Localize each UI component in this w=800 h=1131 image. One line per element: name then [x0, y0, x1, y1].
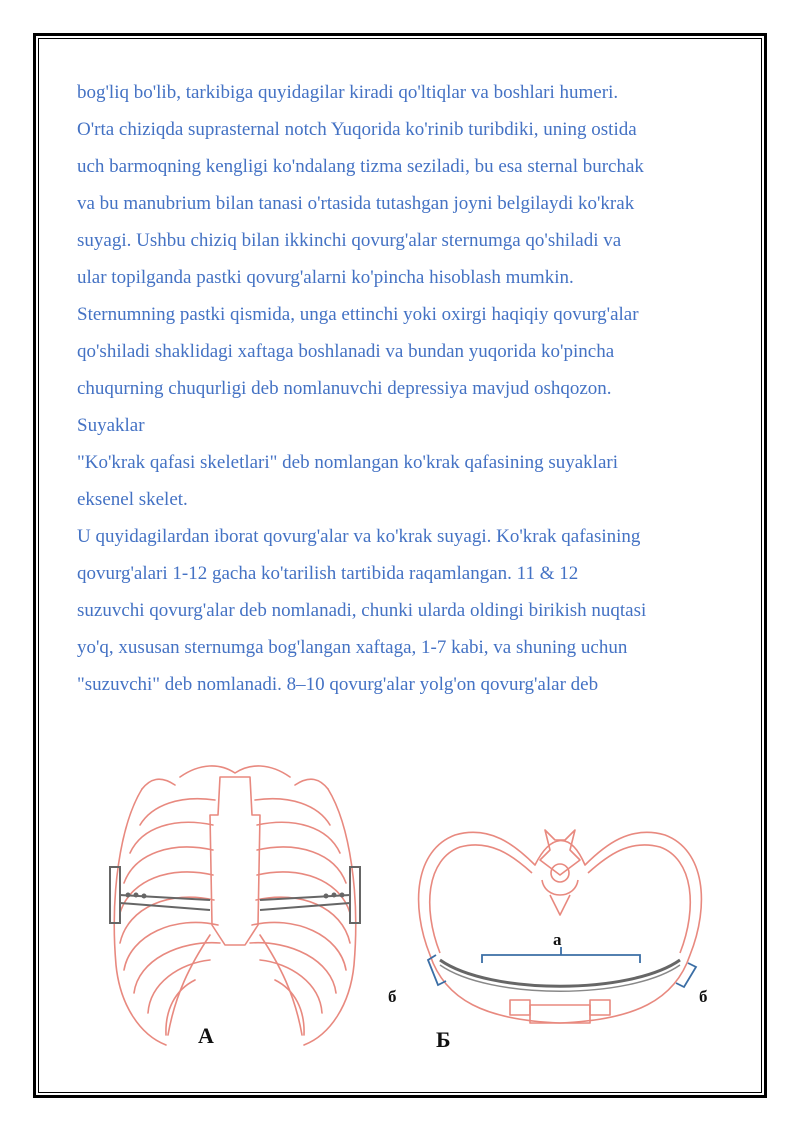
text-line: bog'liq bo'lib, tarkibiga quyidagilar kiradi qo'ltiqlar va boshlari humeri. — [77, 82, 619, 103]
text-line: chuqurning chuqurligi deb nomlanuvchi depressiya mavjud oshqozon. — [77, 378, 612, 399]
text-line: eksenel skelet. — [77, 489, 188, 510]
text-line: va bu manubrium bilan tanasi o'rtasida tutashgan joyni belgilaydi ko'krak — [77, 193, 635, 214]
text-line: Suyaklar — [77, 415, 145, 436]
text-line: "suzuvchi" deb nomlanadi. 8–10 qovurg'alar yolg'on qovurg'alar deb — [77, 674, 599, 695]
figure-label-b-left: б — [388, 987, 397, 1006]
text-line: "Ko'krak qafasi skeletlari" deb nomlangan ko'krak qafasining suyaklari — [77, 452, 618, 473]
ribcage-cross-section-illustration — [400, 755, 740, 1055]
figure-label-a-dimension: а — [553, 930, 562, 949]
ribcage-figure — [40, 755, 760, 1055]
text-line: qovurg'alari 1-12 gacha ko'tarilish tartibida raqamlangan. 11 & 12 — [77, 563, 579, 584]
text-line: yo'q, xususan sternumga bog'langan xaftaga, 1-7 kabi, va shuning uchun — [77, 637, 628, 658]
figure-label-a: А — [198, 1023, 214, 1048]
text-line: O'rta chiziqda suprasternal notch Yuqorida ko'rinib turibdiki, uning ostida — [77, 119, 637, 140]
figure-label-b-right: б — [699, 987, 708, 1006]
text-line: qo'shiladi shaklidagi xaftaga boshlanadi va bundan yuqorida ko'pincha — [77, 341, 615, 362]
body-text — [77, 74, 737, 703]
text-line: suzuvchi qovurg'alar deb nomlanadi, chunki ularda oldingi birikish nuqtasi — [77, 600, 647, 621]
text-line: ular topilganda pastki qovurg'alarni ko'pincha hisoblash mumkin. — [77, 267, 574, 288]
text-line: uch barmoqning kengligi ko'ndalang tizma seziladi, bu esa sternal burchak — [77, 156, 644, 177]
text-line: Sternumning pastki qismida, unga ettinchi yoki oxirgi haqiqiy qovurg'alar — [77, 304, 639, 325]
figure-label-b: Б — [436, 1027, 451, 1052]
text-line: U quyidagilardan iborat qovurg'alar va ko'krak suyagi. Ko'krak qafasining — [77, 526, 641, 547]
text-line: suyagi. Ushbu chiziq bilan ikkinchi qovurg'alar sternumga qo'shiladi va — [77, 230, 622, 251]
ribcage-front-illustration — [80, 755, 410, 1055]
